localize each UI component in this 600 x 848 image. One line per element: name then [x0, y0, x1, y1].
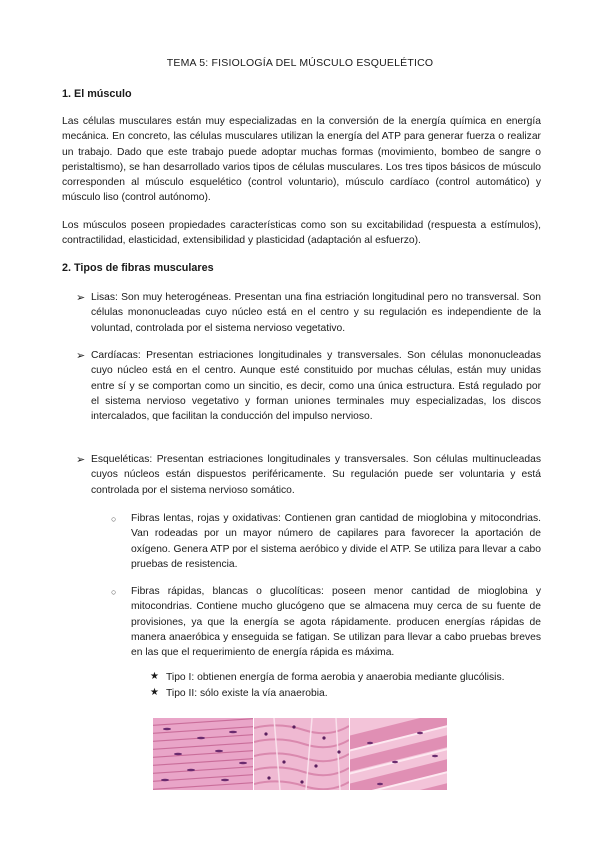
bullet-smooth-fibers: Lisas: Son muy heterogéneas. Presentan una fina estriación longitudinal pero no transversal. Son células mononucleadas cuyo núcleo está en el centro y su regulación es independiente de la voluntad, controlada por el sistema nervioso vegetativo. [91, 292, 541, 334]
star-bullet-icon: ★ [150, 671, 159, 682]
arrow-bullet-icon: ➢ [76, 454, 86, 466]
page-title: TEMA 5: FISIOLOGÍA DEL MÚSCULO ESQUELÉTICO [166, 57, 434, 69]
subbullet-slow-fibers: Fibras lentas, rojas y oxidativas: Contienen gran cantidad de mioglobina y mitocondrias. Van rodeadas por un mayor número de capilares para favorecer la aportación de oxígeno. Genera ATP por el sistema aeróbico y divide el ATP. Se utiliza para llevar a cabo pruebas de resistencia. [131, 513, 541, 570]
bullet-cardiac-fibers: Cardíacas: Presentan estriaciones longitudinales y transversales. Son células mononucleadas cuyo núcleo está en el centro. Aunque esté constituido por muchas células, están muy unidas entre sí y se comportan como un sincitio, es decir, como una única estructura. Está regulado por el sistema nervioso vegetativo y forman uniones terminales muy especializadas, los discos intercalados, que facilitan la conducción del impulso nervioso. [91, 350, 541, 423]
skeletal-muscle-histology-image [350, 718, 447, 790]
star-item-type-2: Tipo II: sólo existe la vía anaerobia. [166, 688, 328, 699]
paragraph-muscle-cells: Las células musculares están muy especializadas en la conversión de la energía química en energía mecánica. En concreto, las células musculares utilizan la energía del ATP para generar fuerza o realizar un trabajo. Dado que este trabajo puede adoptar muchas formas (movimiento, bombeo de sangre o peristaltismo), se han desarrollado varios tipos de células musculares. Los tres tipos básicos de músculo corresponden al músculo esquelético (control voluntario), músculo cardíaco (control automático) y músculo liso (control autónomo). [62, 116, 541, 204]
section-heading-fiber-types: 2. Tipos de fibras musculares [62, 262, 214, 274]
cardiac-muscle-histology-image [254, 718, 349, 790]
subbullet-fast-fibers: Fibras rápidas, blancas o glucolíticas: poseen menor cantidad de mioglobina y mitocondrias. Contiene mucho glucógeno que se almacena muy cerca de su fuente de provisiones, ya que la energía se agota rápidamente. producen energías rápidas de manera anaeróbica y enseguida se fatigan. Se utilizan para llevar a cabo pruebas breves en las que el requerimiento de energía rápida es máxima. [131, 586, 541, 659]
section-heading-muscle: 1. El músculo [62, 88, 132, 100]
star-bullet-icon: ★ [150, 687, 159, 698]
circle-bullet-icon: ○ [111, 514, 117, 524]
arrow-bullet-icon: ➢ [76, 350, 86, 362]
star-item-type-1: Tipo I: obtienen energía de forma aerobia y anaerobia mediante glucólisis. [166, 672, 505, 683]
circle-bullet-icon: ○ [111, 587, 117, 597]
paragraph-muscle-properties: Los músculos poseen propiedades características como son su excitabilidad (respuesta a estímulos), contractilidad, elasticidad, extensibilidad y plasticidad (adaptación al esfuerzo). [62, 220, 541, 247]
smooth-muscle-histology-image [153, 718, 253, 790]
bullet-skeletal-fibers: Esqueléticas: Presentan estriaciones longitudinales y transversales. Son células multinucleadas cuyos núcleos están dispuestos periféricamente. Su regulación puede ser voluntaria y está controlada por el sistema nervioso somático. [91, 454, 541, 496]
arrow-bullet-icon: ➢ [76, 292, 86, 304]
